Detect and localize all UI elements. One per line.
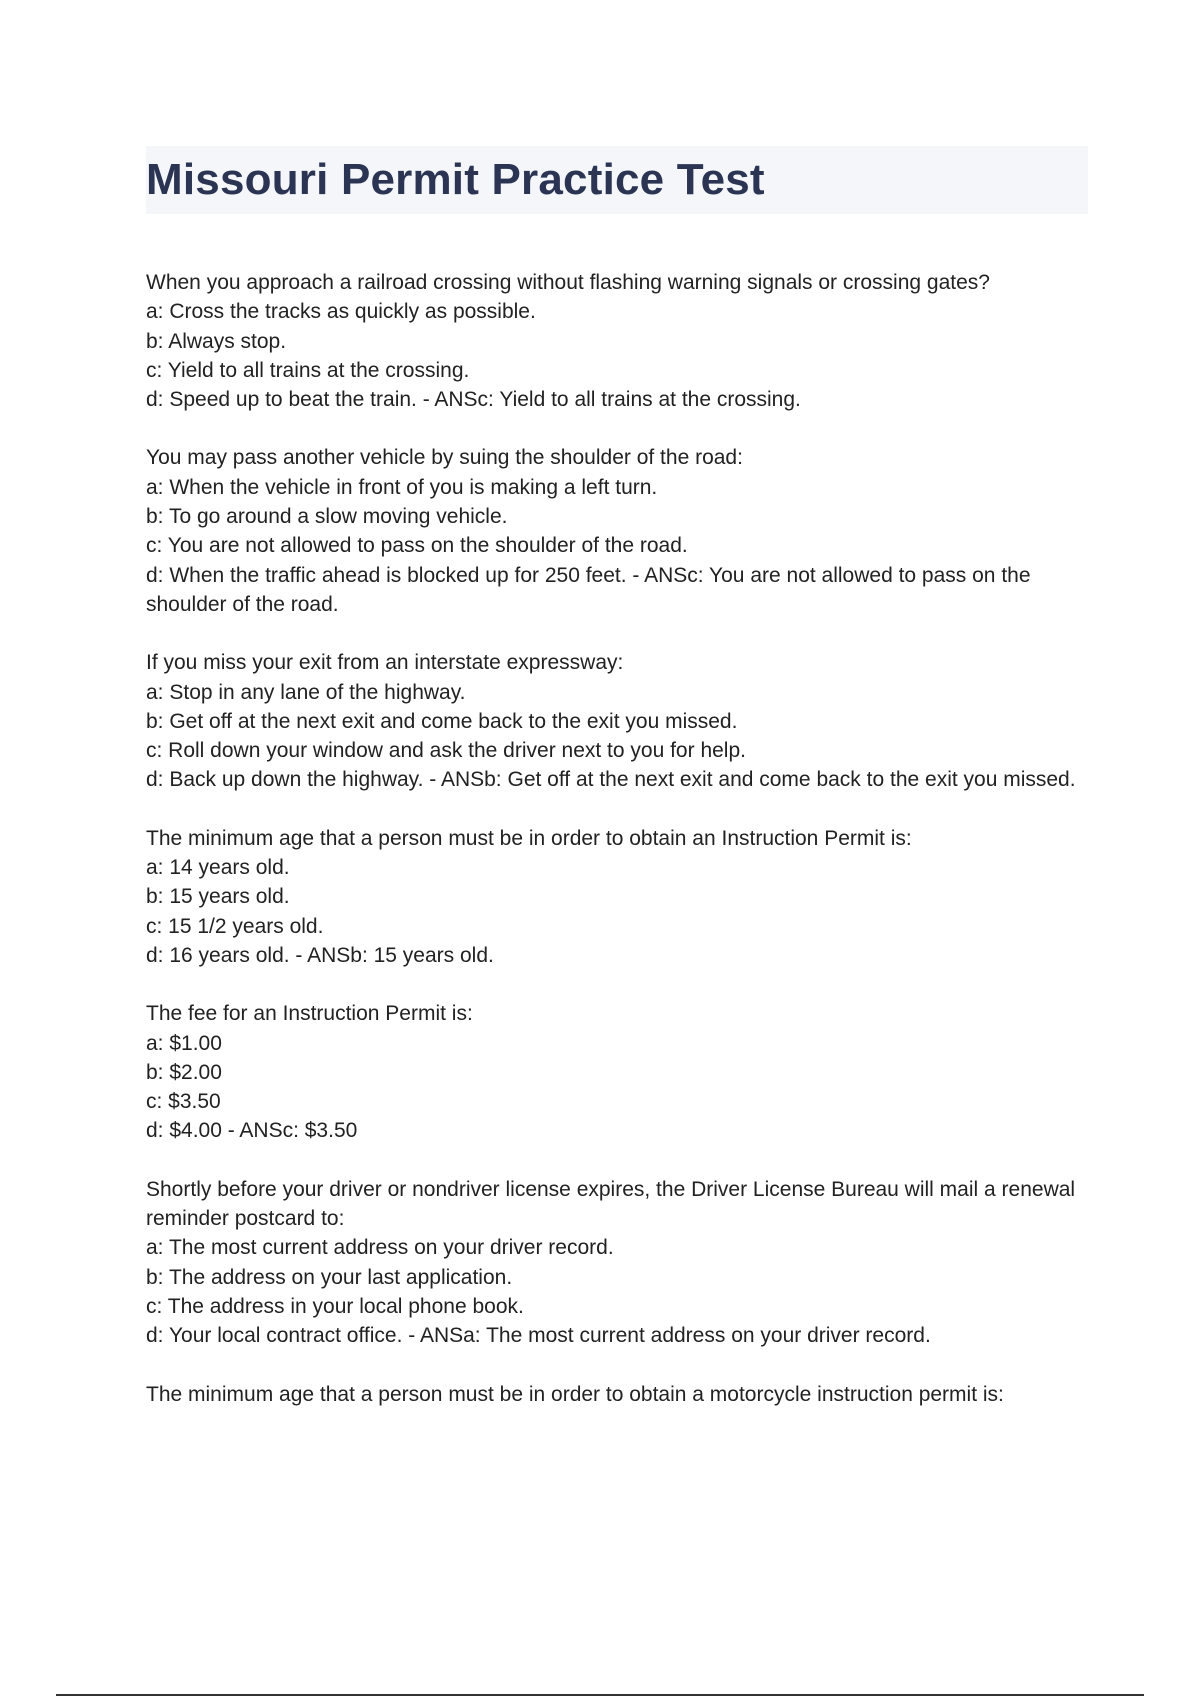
answer-option: c: Yield to all trains at the crossing. <box>146 358 470 382</box>
answer-option: d: When the traffic ahead is blocked up for 250 feet. - ANSc: You are not allowed to pass on the shoulder of the road. <box>146 563 1031 616</box>
title-band <box>146 146 1088 214</box>
question-block <box>146 443 1088 619</box>
answer-option: c: Roll down your window and ask the driver next to you for help. <box>146 739 746 763</box>
answer-option: b: 15 years old. <box>146 885 290 909</box>
question-block <box>146 268 1088 414</box>
answer-option: c: You are not allowed to pass on the shoulder of the road. <box>146 534 688 558</box>
question-block <box>146 999 1088 1145</box>
question-prompt: You may pass another vehicle by suing the shoulder of the road: <box>146 446 743 470</box>
answer-option: d: Back up down the highway. - ANSb: Get off at the next exit and come back to the exit you missed. <box>146 768 1076 792</box>
answer-option: b: $2.00 <box>146 1060 222 1084</box>
question-prompt: Shortly before your driver or nondriver license expires, the Driver License Bureau will mail a renewal reminder postcard to: <box>146 1177 1076 1231</box>
question-prompt: The fee for an Instruction Permit is: <box>146 1002 473 1026</box>
answer-option: a: When the vehicle in front of you is making a left turn. <box>146 475 658 499</box>
page-title: Missouri Permit Practice Test <box>146 155 765 204</box>
question-block <box>146 648 1088 794</box>
answer-option: c: $3.50 <box>146 1090 221 1114</box>
answer-option: a: Stop in any lane of the highway. <box>146 680 466 704</box>
question-prompt: If you miss your exit from an interstate expressway: <box>146 651 624 675</box>
answer-option: b: Get off at the next exit and come back to the exit you missed. <box>146 709 738 733</box>
answer-option: d: Your local contract office. - ANSa: The most current address on your driver record. <box>146 1324 931 1348</box>
question-block <box>146 1175 1088 1351</box>
answer-option: b: Always stop. <box>146 329 287 353</box>
answer-option: d: 16 years old. - ANSb: 15 years old. <box>146 943 494 967</box>
answer-option: c: 15 1/2 years old. <box>146 914 324 938</box>
answer-option: d: $4.00 - ANSc: $3.50 <box>146 1119 358 1143</box>
answer-option: d: Speed up to beat the train. - ANSc: Yield to all trains at the crossing. <box>146 388 801 412</box>
answer-option: a: $1.00 <box>146 1031 222 1055</box>
answer-option: a: 14 years old. <box>146 856 290 880</box>
question-prompt: When you approach a railroad crossing without flashing warning signals or crossing gates? <box>146 271 990 294</box>
question-block <box>146 824 1088 970</box>
question-block <box>146 1380 1088 1409</box>
document-page <box>146 146 1088 1438</box>
answer-option: a: The most current address on your driver record. <box>146 1236 614 1260</box>
question-prompt: The minimum age that a person must be in order to obtain a motorcycle instruction permit is: <box>146 1382 1004 1406</box>
question-prompt: The minimum age that a person must be in order to obtain an Instruction Permit is: <box>146 826 912 850</box>
answer-option: c: The address in your local phone book. <box>146 1294 524 1318</box>
answer-option: b: The address on your last application. <box>146 1265 513 1289</box>
footer-divider <box>56 1694 1144 1696</box>
answer-option: a: Cross the tracks as quickly as possible. <box>146 300 536 324</box>
answer-option: b: To go around a slow moving vehicle. <box>146 505 508 529</box>
question-list <box>146 268 1088 1409</box>
